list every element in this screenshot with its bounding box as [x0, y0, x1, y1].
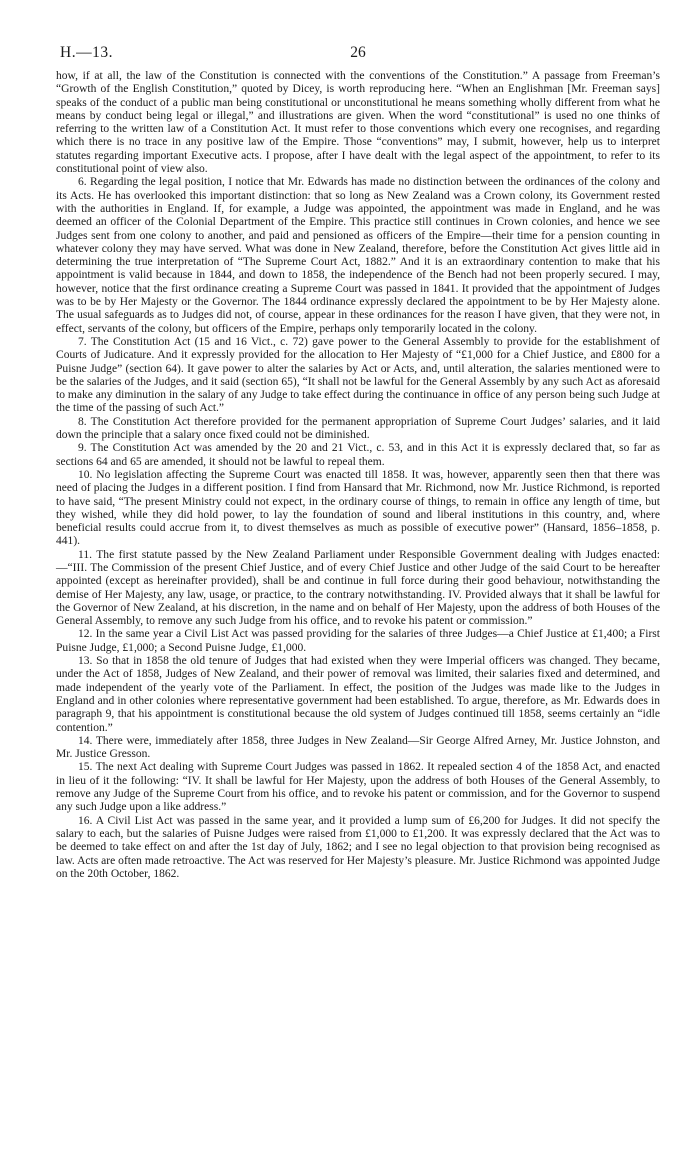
page-header [56, 40, 660, 66]
paragraph-15: 15. The next Act dealing with Supreme Court Judges was passed in 1862. It repealed section 4 of the 1858 Act, and enacted in lieu of it the following: “IV. It shall be lawful for Her Majesty, upon the address of both Houses of the General Assembly, to remove any Judge of the Supreme Court from his office, and to revoke his patent or commission, and for the Governor to suspend any such Judge upon a like address.” [56, 761, 660, 814]
paragraph-16: 16. A Civil List Act was passed in the same year, and it provided a lump sum of £6,200 for Judges. It did not specify the salary to each, but the salaries of Puisne Judges were raised from £1,000 to £1,200. It was expressly declared that the Act was to be deemed to take effect on and after the 1st day of July, 1862; and I see no legal objection to that provision being recognised as law. Acts are often made retroactive. The Act was reserved for Her Majesty’s pleasure. Mr. Justice Richmond was appointed Judge on the 20th October, 1862. [56, 814, 660, 880]
paragraph-continued: how, if at all, the law of the Constitution is connected with the conventions of the Constitution.” A passage from Freeman’s “Growth of the English Constitution,” quoted by Dicey, is worth reproducing here. “When an Englishman [Mr. Freeman says] speaks of the conduct of a public man being constitutional or unconstitutional he means something wholly different from what he means by conduct being legal or illegal,” and illustrations are given. When the word “constitutional” is used no one thinks of referring to the written law of a Constitution Act. It must refer to those conventions which every one recognises, and regarding which there is no trace in any positive law of the Empire. Those “conventions” may, I submit, however, help us to interpret statutes regarding important Executive acts. I propose, after I have dealt with the legal aspect of the appointment, to refer to its constitutional point of view also. [56, 70, 660, 176]
document-body [56, 70, 660, 881]
paragraph-8: 8. The Constitution Act therefore provided for the permanent appropriation of Supreme Court Judges’ salaries, and it laid down the principle that a salary once fixed could not be diminished. [56, 415, 660, 442]
paragraph-9: 9. The Constitution Act was amended by the 20 and 21 Vict., c. 53, and in this Act it is expressly declared that, so far as sections 64 and 65 are amended, it should not be lawful to repeal them. [56, 442, 660, 468]
paragraph-13: 13. So that in 1858 the old tenure of Judges that had existed when they were Imperial officers was changed. They became, under the Act of 1858, Judges of New Zealand, and their power of removal was limited, their salaries fixed and determined, and made independent of the yearly vote of the Parliament. In effect, the position of the Judges was made like to the Judges in England and in other colonies where representative government had been established. To argue, therefore, as Mr. Edwards does in paragraph 9, that his appointment is constitutional because the old system of Judges continued till 1858, seems certainly an “idle contention.” [56, 655, 660, 734]
paragraph-14: 14. There were, immediately after 1858, three Judges in New Zealand—Sir George Alfred Arney, Mr. Justice Johnston, and Mr. Justice Gresson. [56, 734, 660, 761]
paragraph-11: 11. The first statute passed by the New Zealand Parliament under Responsible Government dealing with Judges enacted:—“III. The Commission of the present Chief Justice, and of every Chief Justice and other Judge of the said Court to be hereafter appointed (except as hereinafter provided), shall be and continue in full force during their good behaviour, notwithstanding the demise of Her Majesty, any law, usage, or practice, to the contrary notwithstanding. IV. Provided always that it shall be lawful for the Governor of New Zealand, at his discretion, in the name and on behalf of Her Majesty, upon the address of both Houses of the General Assembly, to remove any such Judge from his office, and to revoke his patent or commission.” [56, 548, 660, 628]
paragraph-10: 10. No legislation affecting the Supreme Court was enacted till 1858. It was, however, apparently seen then that there was need of placing the Judges in a different position. I find from Hansard that Mr. Richmond, now Mr. Justice Richmond, is reported to have said, “The present Ministry could not expect, in the ordinary course of things, to remain in office any length of time, but they wished, while they did hold power, to lay the foundation of sound and liberal institutions in this country, and, where beneficial results could accrue from it, to divest themselves as much as possible of executive power” (Hansard, 1856–1858, p. 441). [56, 468, 660, 548]
paragraph-12: 12. In the same year a Civil List Act was passed providing for the salaries of three Judges—a Chief Justice at £1,400; a First Puisne Judge, £1,000; a Second Puisne Judge, £1,000. [56, 628, 660, 654]
paragraph-7: 7. The Constitution Act (15 and 16 Vict., c. 72) gave power to the General Assembly to provide for the establishment of Courts of Judicature. And it expressly provided for the allocation to Her Majesty of “£1,000 for a Chief Justice, and £800 for a Puisne Judge” (section 64). It gave power to alter the salaries by Act or Acts, and, until alteration, the salaries mentioned were to be the salaries of the Judges, and it said (section 65), “It shall not be lawful for the General Assembly by any such Act as aforesaid to make any diminution in the salary of any Judge to take effect during the continuance in office of any person being such Judge at the time of the passing of such Act.” [56, 335, 660, 415]
document-page [56, 40, 660, 881]
page-number: 26 [350, 44, 366, 61]
paragraph-6: 6. Regarding the legal position, I notice that Mr. Edwards has made no distinction between the ordinances of the colony and its Acts. He has overlooked this important distinction: that so long as New Zealand was a Crown colony, its Government rested with the authorities in England. If, for example, a Judge was appointed, the appointment was made in England, and he was deemed an officer of the Colonial Department of the Empire. This practice still continues in Crown colonies, and hence we see Judges sent from one colony to another, and paid and pensioned as officers of the Empire—their time for a pension counting in whatever colony they may have served. What was done in New Zealand, therefore, before the Constitution Act gives little aid in determining the true interpretation of “The Supreme Court Act, 1882.” And it is an extraordinary contention to make that his appointment is valid because in 1844, and down to 1858, the independence of the Bench had not been properly secured. I may, however, notice that the first ordinance creating a Supreme Court was passed in 1841. It provided that the appointment of Judges was to be by Her Majesty or the Governor. The 1844 ordinance expressly declared the appointment to be by Her Majesty alone. The usual safeguards as to Judges did not, of course, appear in these ordinances for the reason I have given, that they were not, in effect, servants of the colony, but officers of the Empire, perhaps only temporarily located in the colony. [56, 176, 660, 335]
report-reference: H.—13. [60, 44, 113, 61]
